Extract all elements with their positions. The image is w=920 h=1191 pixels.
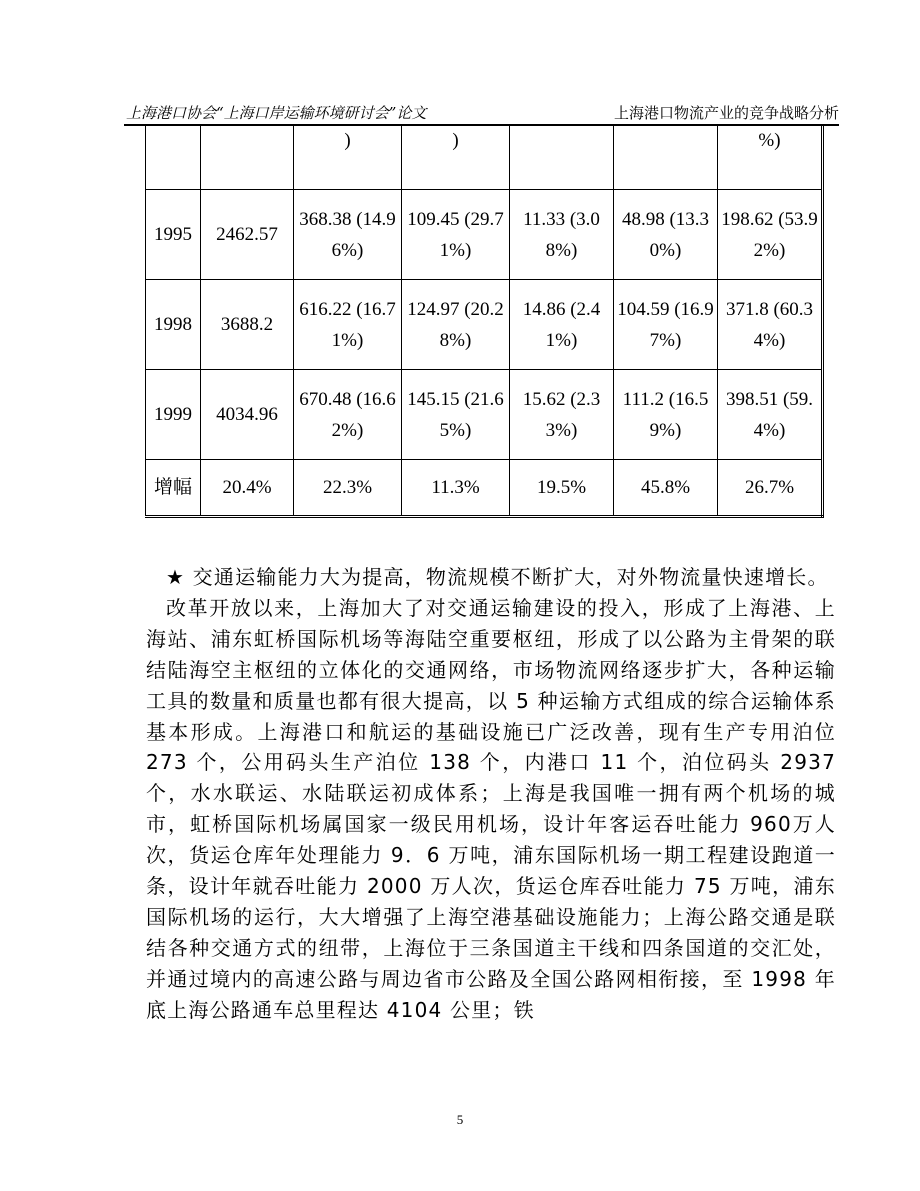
value-cell: 48.98 (13.30%) [614, 190, 718, 280]
value-cell: 14.86 (2.41%) [510, 280, 614, 370]
total-cell: 20.4% [201, 460, 294, 517]
value-cell: 109.45 (29.71%) [402, 190, 510, 280]
value-cell: 616.22 (16.71%) [294, 280, 402, 370]
total-cell: 2462.57 [201, 190, 294, 280]
value-cell: 104.59 (16.97%) [614, 280, 718, 370]
table-row [146, 280, 823, 370]
growth-label-cell: 增幅 [146, 460, 201, 517]
table-row [146, 460, 823, 517]
header-right-title: 上海港口物流产业的竞争战略分析 [613, 104, 839, 122]
paragraph-transport-body: 改革开放以来，上海加大了对交通运输建设的投入，形成了上海港、上海站、浦东虹桥国际机场等海陆空重要枢纽，形成了以公路为主骨架的联结陆海空主枢纽的立体化的交通网络，市场物流网络逐步扩大，各种运输工具的数量和质量也都有很大提高，以 5 种运输方式组成的综合运输体系基本形成。上海港口和航运的基础设施已广泛改善，现有生产专用泊位 273 个，公用码头生产泊位 138 个，内港口 11 个，泊位码头 2937 个，水水联运、水陆联运初成体系；上海是我国唯一拥有两个机场的城市，虹桥国际机场属国家一级民用机场，设计年客运吞吐能力 960万人次，货运仓库年处理能力 9．6 万吨，浦东国际机场一期工程建设跑道一条，设计年就吞吐能力 2000 万人次，货运仓库吞吐能力 75 万吨，浦东国际机场的运行，大大增强了上海空港基础设施能力；上海公路交通是联结各种交通方式的纽带，上海位于三条国道主干线和四条国道的交汇处，并通过境内的高速公路与周边省市公路及全国公路网相衔接，至 1998 年底上海公路通车总里程达 4104 公里；铁 [146, 595, 836, 1022]
page-number: 5 [456, 1112, 464, 1127]
value-cell [614, 125, 718, 190]
value-cell: 145.15 (21.65%) [402, 370, 510, 460]
value-cell: 198.62 (53.92%) [718, 190, 823, 280]
value-cell: ) [402, 125, 510, 190]
page-header [124, 98, 839, 126]
value-cell: 11.3% [402, 460, 510, 517]
value-cell: 19.5% [510, 460, 614, 517]
body-text [146, 562, 836, 1026]
year-cell: 1998 [146, 280, 201, 370]
value-cell: 26.7% [718, 460, 823, 517]
total-cell: 3688.2 [201, 280, 294, 370]
year-cell [146, 125, 201, 190]
freight-table [145, 125, 824, 518]
value-cell: 22.3% [294, 460, 402, 517]
table-row [146, 190, 823, 280]
table-row [146, 370, 823, 460]
value-cell: %) [718, 125, 823, 190]
value-cell: 11.33 (3.08%) [510, 190, 614, 280]
value-cell: ) [294, 125, 402, 190]
value-cell: 111.2 (16.59%) [614, 370, 718, 460]
paragraph-transport-heading: ★ 交通运输能力大为提高，物流规模不断扩大，对外物流量快速增长。 [166, 565, 829, 589]
year-cell: 1999 [146, 370, 201, 460]
year-cell: 1995 [146, 190, 201, 280]
value-cell: 15.62 (2.33%) [510, 370, 614, 460]
header-left-title: 上海港口协会“上海口岸运输环境研讨会”论文 [126, 104, 427, 122]
value-cell: 45.8% [614, 460, 718, 517]
value-cell: 371.8 (60.34%) [718, 280, 823, 370]
value-cell [510, 125, 614, 190]
table-row [146, 125, 823, 190]
value-cell: 398.51 (59.4%) [718, 370, 823, 460]
total-cell [201, 125, 294, 190]
value-cell: 670.48 (16.62%) [294, 370, 402, 460]
total-cell: 4034.96 [201, 370, 294, 460]
value-cell: 368.38 (14.96%) [294, 190, 402, 280]
value-cell: 124.97 (20.28%) [402, 280, 510, 370]
